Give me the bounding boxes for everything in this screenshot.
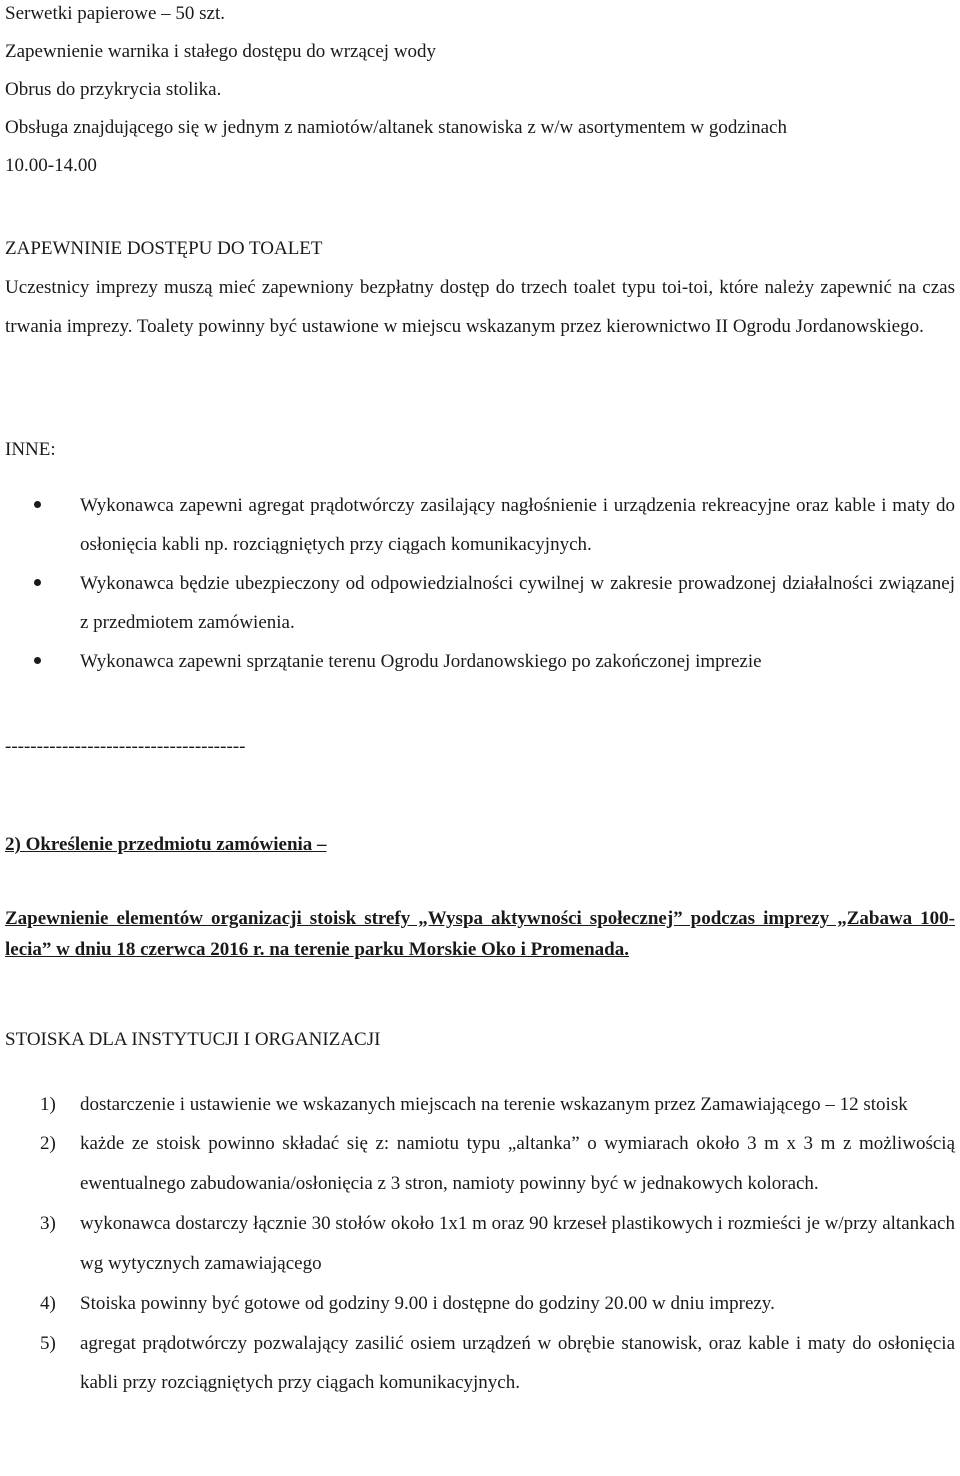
section2-subject: Zapewnienie elementów organizacji stoisk strefy „Wyspa aktywności społecznej” podczas imprezy „Zabawa 100-lecia” w dniu 18 czerwca 2016 r. na terenie parku Morskie Oko i Promenada. — [5, 908, 955, 960]
list-item — [5, 1284, 955, 1324]
toilets-section — [5, 230, 955, 346]
intro-line: Serwetki papierowe – 50 szt. — [5, 3, 226, 24]
list-item — [5, 1124, 955, 1204]
list-item-text: Stoiska powinny być gotowe od godziny 9.00 i dostępne do godziny 20.00 w dniu imprezy. — [80, 1293, 775, 1314]
list-item-text: dostarczenie i ustawienie we wskazanych miejscach na terenie wskazanym przez Zamawiającego – 12 stoisk — [80, 1094, 908, 1115]
intro-line: Obrus do przykrycia stolika. — [5, 79, 222, 100]
toilets-heading: ZAPEWNINIE DOSTĘPU DO TOALET — [5, 238, 323, 259]
list-item — [5, 1324, 955, 1402]
section2-heading: 2) Określenie przedmiotu zamówienia – — [5, 834, 327, 855]
list-item-text: wykonawca dostarczy łącznie 30 stołów około 1x1 m oraz 90 krzeseł plastikowych i rozmieści je w/przy altankach wg wytycznych zamawiającego — [80, 1213, 955, 1274]
stands-list — [5, 1085, 955, 1402]
list-item-text: agregat prądotwórczy pozwalający zasilić osiem urządzeń w obrębie stanowisk, oraz kable i maty do osłonięcia kabli przy rozciągniętych przy ciągach komunikacyjnych. — [80, 1333, 955, 1393]
list-item — [5, 1204, 955, 1284]
list-item-number: 2) — [40, 1133, 56, 1154]
stands-heading: STOISKA DLA INSTYTUCJI I ORGANIZACJI — [5, 1029, 381, 1050]
toilets-text: Uczestnicy imprezy muszą mieć zapewniony bezpłatny dostęp do trzech toalet typu toi-toi, które należy zapewnić na czas trwania imprezy. Toalety powinny być ustawione w miejscu wskazanym przez kierownictwo II Ogrodu Jordanowskiego. — [5, 277, 955, 337]
other-list — [5, 486, 955, 681]
list-item: Wykonawca będzie ubezpieczony od odpowiedzialności cywilnej w zakresie prowadzonej działalności związanej z przedmiotem zamówienia. — [5, 564, 955, 642]
separator: -------------------------------------- — [5, 736, 246, 757]
intro-line: Zapewnienie warnika i stałego dostępu do wrzącej wody — [5, 41, 437, 62]
list-item-number: 3) — [40, 1213, 56, 1234]
list-item-text: każde ze stoisk powinno składać się z: namiotu typu „altanka” o wymiarach około 3 m x 3 m z możliwością ewentualnego zabudowania/osłonięcia z 3 stron, namioty powinny być w jednakowych kolorach. — [80, 1133, 955, 1194]
list-item: Wykonawca zapewni agregat prądotwórczy zasilający nagłośnienie i urządzenia rekreacyjne oraz kable i maty do osłonięcia kabli np. rozciągniętych przy ciągach komunikacyjnych. — [5, 486, 955, 564]
other-heading: INNE: — [5, 439, 56, 460]
list-item-number: 1) — [40, 1094, 56, 1115]
list-item-number: 5) — [40, 1333, 56, 1354]
list-item: Wykonawca zapewni sprzątanie terenu Ogrodu Jordanowskiego po zakończonej imprezie — [5, 642, 955, 681]
intro-line: Obsługa znajdującego się w jednym z namiotów/altanek stanowiska z w/w asortymentem w godzinach — [5, 117, 787, 138]
other-section — [5, 431, 955, 681]
list-item — [5, 1085, 955, 1124]
intro-block — [5, 0, 955, 185]
intro-line: 10.00-14.00 — [5, 155, 97, 176]
list-item-number: 4) — [40, 1293, 56, 1314]
